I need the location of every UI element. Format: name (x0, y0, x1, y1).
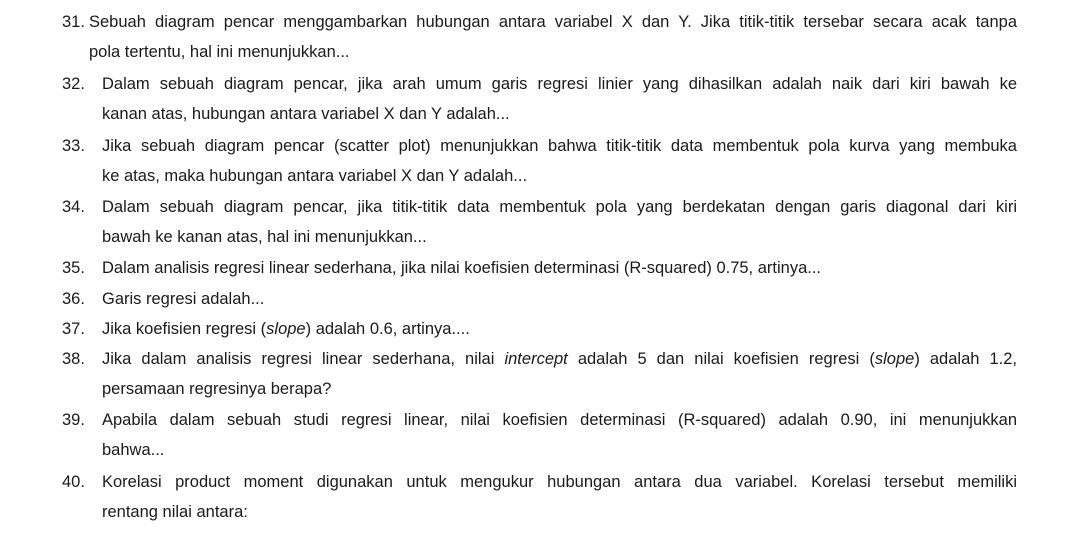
question-number: 35. (62, 259, 85, 277)
question-31 (62, 12, 1017, 72)
question-text: Dalam analisis regresi linear sederhana, jika nilai koefisien determinasi (R-squared) 0.75, artinya... (102, 259, 822, 277)
question-text-continued: bawah ke kanan atas, hal ini menunjukkan... (102, 228, 427, 246)
question-33 (62, 136, 1017, 196)
question-text: Apabila dalam sebuah studi regresi linear, nilai koefisien determinasi (R-squared) adalah 0.90, ini menunjukkan (102, 411, 1017, 429)
question-text: Dalam sebuah diagram pencar, jika arah umum garis regresi linier yang dihasilkan adalah naik dari kiri bawah ke (102, 75, 1017, 93)
question-text: Korelasi product moment digunakan untuk mengukur hubungan antara dua variabel. Korelasi tersebut memiliki (102, 473, 1017, 491)
question-text-continued: pola tertentu, hal ini menunjukkan... (89, 43, 350, 61)
question-number: 32. (62, 75, 85, 93)
question-32 (62, 74, 1017, 134)
question-text-continued: kanan atas, hubungan antara variabel X dan Y adalah... (102, 105, 510, 123)
question-text: Jika koefisien regresi (slope) adalah 0.6, artinya.... (102, 320, 470, 338)
question-text: Jika dalam analisis regresi linear sederhana, nilai intercept adalah 5 dan nilai koefisien regresi (slope) adalah 1.2, (102, 350, 1017, 368)
question-text: Garis regresi adalah... (102, 290, 265, 308)
slope-term: slope (874, 350, 915, 368)
question-40 (62, 472, 1017, 532)
question-text-continued: ke atas, maka hubungan antara variabel X dan Y adalah... (102, 167, 528, 185)
question-text: Dalam sebuah diagram pencar, jika titik-titik data membentuk pola yang berdekatan dengan garis diagonal dari kiri (102, 198, 1017, 216)
question-text-continued: bahwa... (102, 441, 165, 459)
question-text-continued: persamaan regresinya berapa? (102, 380, 332, 398)
question-number: 37. (62, 320, 85, 338)
question-number: 33. (62, 137, 85, 155)
question-37 (62, 319, 1017, 349)
question-number: 38. (62, 350, 85, 368)
question-number: 34. (62, 198, 85, 216)
question-34 (62, 197, 1017, 257)
question-39 (62, 410, 1017, 470)
question-38 (62, 349, 1017, 409)
question-number: 31. (62, 13, 85, 31)
question-number: 40. (62, 473, 85, 491)
slope-term: slope (266, 320, 306, 338)
question-text: Sebuah diagram pencar menggambarkan hubungan antara variabel X dan Y. Jika titik-titik tersebar secara acak tanpa (89, 13, 1017, 31)
question-text: Jika sebuah diagram pencar (scatter plot) menunjukkan bahwa titik-titik data membentuk pola kurva yang membuka (102, 137, 1017, 155)
question-number: 36. (62, 290, 85, 308)
question-text-continued: rentang nilai antara: (102, 503, 248, 521)
intercept-term: intercept (504, 350, 568, 368)
question-number: 39. (62, 411, 85, 429)
question-36 (62, 289, 1017, 319)
question-35 (62, 258, 1017, 288)
